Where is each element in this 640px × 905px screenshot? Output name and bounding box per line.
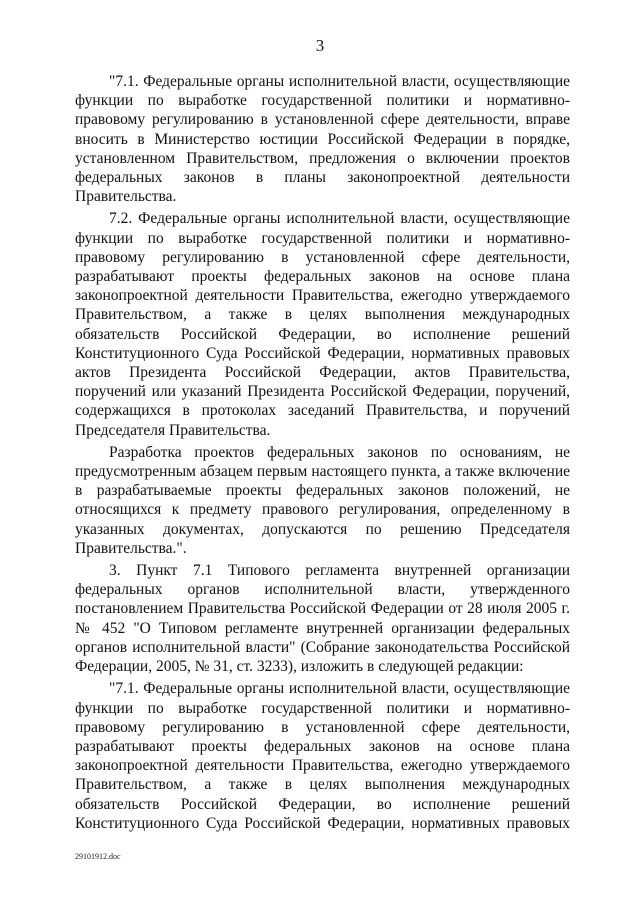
- paragraph-amendment-3: 3. Пункт 7.1 Типового регламента внутренней организации федеральных органов исполнительной власти, утвержденного постановлением Правительства Российской Федерации от 28 июля 2005 г. № 452 "О Типовом регламенте внутренней организации федеральных органов исполнительной власти" (Собрание законодательства Российской Федерации, 2005, № 31, ст. 3233), изложить в следующей редакции:: [75, 562, 570, 676]
- footer-file-code: 29101912.doc: [75, 852, 121, 861]
- paragraph-7-1-original: "7.1. Федеральные органы исполнительной власти, осуществляющие функции по выработке государственной политики и нормативно-правовому регулированию в установленной сфере деятельности, вправе вносить в Министерство юстиции Российской Федерации в порядке, установленном Правительством, предложения о включении проектов федеральных законов в планы законопроектной деятельности Правительства.: [75, 73, 570, 206]
- page-number: 3: [315, 36, 325, 55]
- paragraph-7-2-second: Разработка проектов федеральных законов по основаниям, не предусмотренным абзацем первым настоящего пункта, а также включение в разрабатываемые проекты федеральных законов положений, не относящихся к предмету правового регулирования, определенному в указанных документах, допускаются по решению Председателя Правительства.".: [75, 443, 570, 557]
- paragraph-7-1-new: "7.1. Федеральные органы исполнительной власти, осуществляющие функции по выработке государственной политики и нормативно-правовому регулированию в установленной сфере деятельности, разрабатывают проекты федеральных законов на основе плана законопроектной деятельности Правительства, ежегодно утверждаемого Правительством, а также в целях выполнения международных обязательств Российской Федерации, во исполнение решений Конституционного Суда Российской Федерации, нормативных правовых: [75, 680, 570, 832]
- paragraph-7-2: 7.2. Федеральные органы исполнительной власти, осуществляющие функции по выработке государственной политики и нормативно-правовому регулированию в установленной сфере деятельности, разрабатывают проекты федеральных законов на основе плана законопроектной деятельности Правительства, ежегодно утверждаемого Правительством, а также в целях выполнения международных обязательств Российской Федерации, во исполнение решений Конституционного Суда Российской Федерации, нормативных правовых актов Президента Российской Федерации, актов Правительства, поручений или указаний Президента Российской Федерации, поручений, содержащихся в протоколах заседаний Правительства, и поручений Председателя Правительства.: [75, 210, 570, 439]
- document-body: [75, 72, 570, 833]
